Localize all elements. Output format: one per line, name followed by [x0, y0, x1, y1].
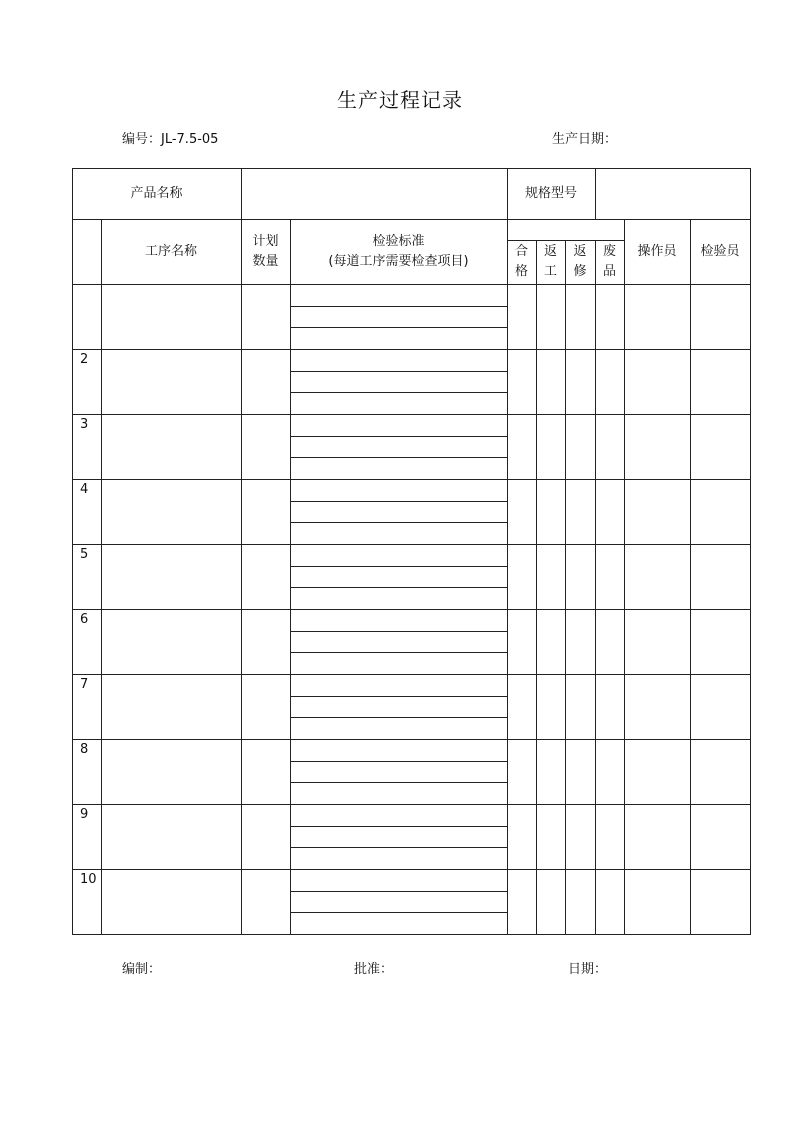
- grid-line: [290, 219, 291, 935]
- grid-line: [72, 739, 751, 740]
- grid-line: [290, 306, 508, 307]
- grid-line: [290, 652, 508, 653]
- scrap-line1: 废: [602, 244, 616, 259]
- grid-line: [290, 826, 508, 827]
- inspection-standard-header: [290, 219, 507, 284]
- grid-line: [290, 501, 508, 502]
- row-number: 2: [80, 352, 89, 367]
- process-name-header: 工序名称: [144, 243, 197, 259]
- rework-header: [536, 240, 565, 284]
- plan-qty-header: [241, 219, 290, 284]
- rework-line2: 工: [543, 264, 557, 279]
- grid-line: [72, 544, 751, 545]
- grid-line: [72, 609, 751, 610]
- grid-line: [290, 847, 508, 848]
- row-number: 5: [80, 547, 89, 562]
- inspection-standard-line2: (每道工序需要检查项目): [328, 253, 469, 269]
- grid-line: [290, 436, 508, 437]
- grid-line: [290, 522, 508, 523]
- pass-header: [507, 240, 536, 284]
- grid-line: [690, 219, 691, 935]
- grid-line: [536, 240, 537, 935]
- prepared-by-label: 编制：: [122, 962, 162, 977]
- grid-line: [72, 869, 751, 870]
- row-number: 6: [80, 612, 89, 627]
- grid-line: [565, 240, 566, 935]
- operator-header: 操作员: [637, 243, 677, 259]
- grid-line: [290, 717, 508, 718]
- row-number: 8: [80, 742, 89, 757]
- grid-line: [290, 566, 508, 567]
- repair-line1: 返: [573, 244, 587, 259]
- grid-line: [72, 414, 751, 415]
- grid-line: [72, 168, 73, 935]
- grid-line: [101, 219, 102, 935]
- inspection-standard-line1: 检验标准: [372, 233, 425, 249]
- grid-line: [624, 219, 625, 935]
- grid-line: [290, 587, 508, 588]
- pass-line2: 格: [514, 264, 528, 279]
- grid-line: [290, 912, 508, 913]
- grid-line: [750, 168, 751, 935]
- grid-line: [290, 392, 508, 393]
- row-number: 10: [80, 872, 97, 887]
- grid-line: [72, 674, 751, 675]
- rework-line1: 返: [543, 244, 557, 259]
- grid-line: [290, 631, 508, 632]
- grid-line: [290, 696, 508, 697]
- scrap-header: [595, 240, 624, 284]
- grid-line: [290, 761, 508, 762]
- grid-line: [72, 479, 751, 480]
- grid-line: [290, 327, 508, 328]
- grid-line: [290, 891, 508, 892]
- footer-date-label: 日期：: [568, 962, 608, 977]
- repair-header: [565, 240, 595, 284]
- spec-model-value[interactable]: [595, 168, 750, 219]
- grid-line: [290, 371, 508, 372]
- pass-line1: 合: [514, 244, 528, 259]
- plan-qty-line2: 数量: [252, 253, 279, 269]
- grid-line: [72, 804, 751, 805]
- grid-line: [290, 782, 508, 783]
- product-name-value[interactable]: [241, 168, 507, 219]
- page-title: 生产过程记录: [337, 88, 463, 112]
- document-code: 编号：JL-7.5-05: [122, 132, 219, 147]
- row-number: 7: [80, 677, 89, 692]
- approved-by-label: 批准：: [354, 962, 394, 977]
- repair-line2: 修: [573, 264, 587, 279]
- grid-line: [72, 284, 751, 285]
- row-number: 4: [80, 482, 89, 497]
- scrap-line2: 品: [602, 264, 616, 279]
- grid-line: [290, 457, 508, 458]
- grid-line: [72, 349, 751, 350]
- row-number: 3: [80, 417, 89, 432]
- grid-line: [595, 240, 596, 935]
- row-number: 9: [80, 807, 89, 822]
- production-date-label: 生产日期：: [552, 132, 618, 147]
- grid-line: [72, 934, 751, 935]
- inspector-header: 检验员: [700, 243, 740, 259]
- plan-qty-line1: 计划: [252, 233, 279, 249]
- spec-model-header: 规格型号: [524, 185, 577, 201]
- product-name-header: 产品名称: [130, 185, 183, 201]
